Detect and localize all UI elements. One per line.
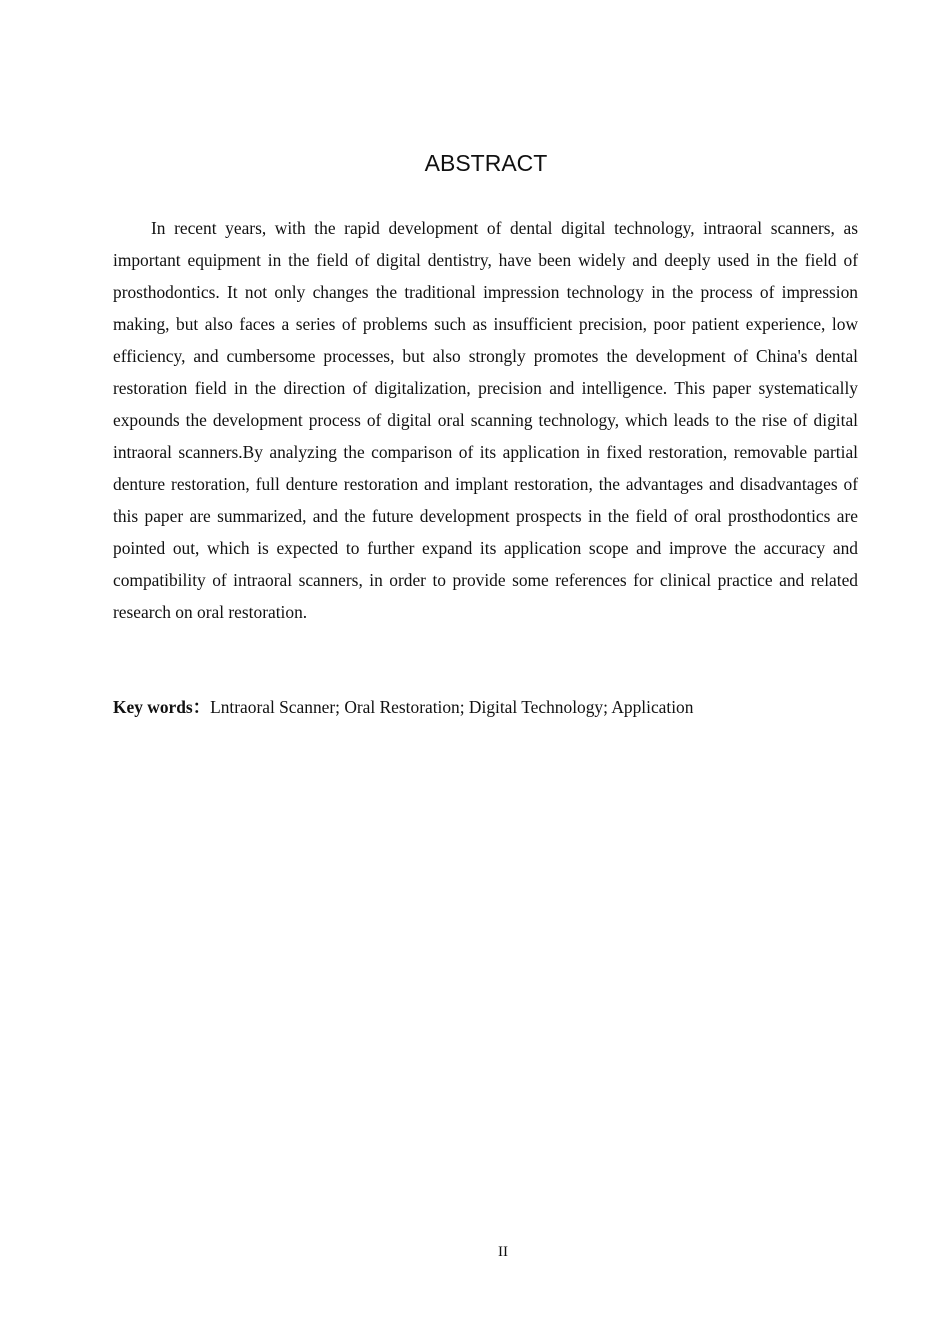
abstract-title: ABSTRACT — [424, 150, 548, 176]
keywords-line — [113, 691, 858, 723]
keywords-text: Lntraoral Scanner; Oral Restoration; Digital Technology; Application — [210, 697, 694, 717]
abstract-body: In recent years, with the rapid development of dental digital technology, intraoral scanners, as important equipment in the field of digital dentistry, have been widely and deeply used in the field of prosthodontics. It not only changes the traditional impression technology in the process of impression making, but also faces a series of problems such as insufficient precision, poor patient experience, low efficiency, and cumbersome processes, but also strongly promotes the development of China's dental restoration field in the direction of digitalization, precision and intelligence. This paper systematically expounds the development process of digital oral scanning technology, which leads to the rise of digital intraoral scanners.By analyzing the comparison of its application in fixed restoration, removable partial denture restoration, full denture restoration and implant restoration, the advantages and disadvantages of this paper are summarized, and the future development prospects in the field of oral prosthodontics are pointed out, which is expected to further expand its application scope and improve the accuracy and compatibility of intraoral scanners, in order to provide some references for clinical practice and related research on oral restoration. — [113, 218, 858, 622]
page-number: II — [498, 1244, 508, 1260]
keywords-label: Key words： — [113, 697, 211, 717]
